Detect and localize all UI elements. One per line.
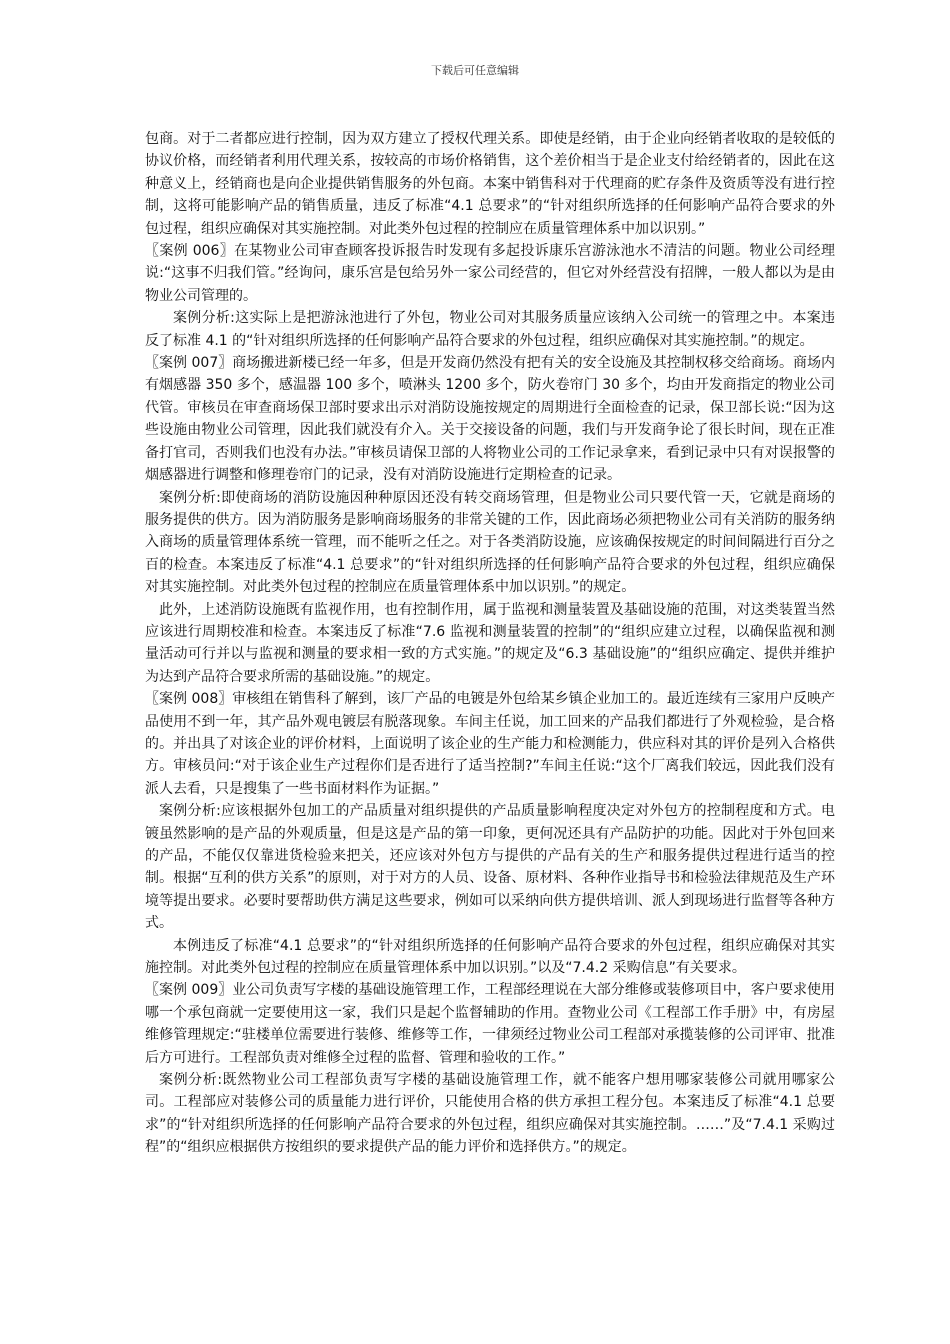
- case-009: 〖案例 009〗业公司负责写字楼的基础设施管理工作，工程部经理说在大部分维修或装修项目中，客户要求使用哪一个承包商就一定要使用这一家，我们只是起个监督辅助的作用。查物业公司《工程部工作手册》中，有房屋维修管理规定:“驻楼单位需要进行装修、维修等工作，一律须经过物业公司工程部对承揽装修的公司评审、批准后方可进行。工程部负责对维修全过程的监督、管理和验收的工作。”: [145, 982, 835, 1066]
- paragraph-continuation: 包商。对于二者都应进行控制，因为双方建立了授权代理关系。即使是经销，由于企业向经销者收取的是较低的协议价格，而经销者利用代理关系，按较高的市场价格销售，这个差价相当于是企业支付给经销者的，因此在这种意义上，经销商也是向企业提供销售服务的外包商。本案中销售科对于代理商的贮存条件及资质等没有进行控制，这将可能影响产品的销售质量，违反了标准“4.1 总要求”的“针对组织所选择的任何影响产品符合要求的外包过程，组织应确保对其实施控制。对此类外包过程的控制应在质量管理体系中加以识别。”: [145, 131, 835, 237]
- case-007-analysis: 案例分析:即使商场的消防设施因种种原因还没有转交商场管理，但是物业公司只要代管一天，它就是商场的服务提供的供方。因为消防服务是影响商场服务的非常关键的工作，因此商场必须把物业公司有关消防的服务纳入商场的质量管理体系统一管理，而不能听之任之。对于各类消防设施，应该确保按规定的时间间隔进行百分之百的检查。本案违反了标准“4.1 总要求”的“针对组织所选择的任何影响产品符合要求的外包过程，组织应确保对其实施控制。对此类外包过程的控制应在质量管理体系中加以识别。”的规定。: [145, 489, 835, 596]
- case-006-analysis: 案例分析:这实际上是把游泳池进行了外包，物业公司对其服务质量应该纳入公司统一的管理之中。本案违反了标准 4.1 的“针对组织所选择的任何影响产品符合要求的外包过程，组织应确保对其实施控制。”的规定。: [145, 310, 835, 349]
- case-008: 〖案例 008〗审核组在销售科了解到，该厂产品的电镀是外包给某乡镇企业加工的。最近连续有三家用户反映产品使用不到一年，其产品外观电镀层有脱落现象。车间主任说，加工回来的产品我们都进行了外观检验，是合格的。并出具了对该企业的评价材料，上面说明了该企业的生产能力和检测能力，供应科对其的评价是列入合格供方。审核员问:“对于该企业生产过程你们是否进行了适当控制?”车间主任说:“这个厂离我们较远，因此我们没有派人去看，只是搜集了一些书面材料作为证据。”: [145, 691, 835, 797]
- case-008-violation: 本例违反了标准“4.1 总要求”的“针对组织所选择的任何影响产品符合要求的外包过程，组织应确保对其实施控制。对此类外包过程的控制应在质量管理体系中加以识别。”以及“7.4.2 采购信息”有关要求。: [145, 937, 835, 977]
- case-008-analysis: 案例分析:应该根据外包加工的产品质量对组织提供的产品质量影响程度决定对外包方的控制程度和方式。电镀虽然影响的是产品的外观质量，但是这是产品的第一印象，更何况还具有产品防护的功能。因此对于外包回来的产品，不能仅仅靠进货检验来把关，还应该对外包方与提供的产品有关的生产和服务提供过程进行适当的控制。根据“互利的供方关系”的原则，对于对方的人员、设备、原材料、各种作业指导书和检验法律规范及生产环境等提出要求。必要时要帮助供方满足这些要求，例如可以采纳向供方提供培训、派人到现场进行监督等各种方式。: [145, 803, 835, 932]
- case-007-analysis-extra: 此外，上述消防设施既有监视作用，也有控制作用，属于监视和测量装置及基础设施的范围，对这类装置当然应该进行周期校准和检查。本案违反了标准“7.6 监视和测量装置的控制”的“组织应建立过程，以确保监视和测量活动可行并以与监视和测量的要求相一致的方式实施。”的规定及“6.3 基础设施”的“组织应确定、提供并维护为达到产品符合要求所需的基础设施。”的规定。: [145, 601, 835, 685]
- case-009-analysis: 案例分析:既然物业公司工程部负责写字楼的基础设施管理工作，就不能客户想用哪家装修公司就用哪家公司。工程部应对装修公司的质量能力进行评价，只能使用合格的供方承担工程分包。本案违反了标准“4.1 总要求”的“针对组织所选择的任何影响产品符合要求的外包过程，组织应确保对其实施控制。……”及“7.4.1 采购过程”的“组织应根据供方按组织的要求提供产品的能力评价和选择供方。”的规定。: [145, 1072, 835, 1156]
- document-body: [145, 128, 835, 1159]
- case-007: 〖案例 007〗商场搬进新楼已经一年多，但是开发商仍然没有把有关的安全设施及其控制权移交给商场。商场内有烟感器 350 多个，感温器 100 多个，喷淋头 1200 多个，防火卷帘门 30 多个，均由开发商指定的物业公司代管。审核员在审查商场保卫部时要求出示对消防设施按规定的周期进行全面检查的记录，保卫部长说:“因为这些设施由物业公司管理，因此我们就没有介入。关于交接设备的问题，我们与开发商争论了很长时间，现在正准备打官司，否则我们也没有办法。”审核员请保卫部的人将物业公司的工作记录拿来，看到记录中只有对误报警的烟感器进行调整和修理卷帘门的记录，没有对消防设施进行定期检查的记录。: [145, 355, 835, 484]
- case-006: 〖案例 006〗在某物业公司审查顾客投诉报告时发现有多起投诉康乐宫游泳池水不清洁的问题。物业公司经理说:“这事不归我们管。”经询问，康乐宫是包给另外一家公司经营的，但它对外经营没有招牌，一般人都以为是由物业公司管理的。: [145, 243, 835, 304]
- page-header: 下载后可任意编辑: [431, 64, 519, 77]
